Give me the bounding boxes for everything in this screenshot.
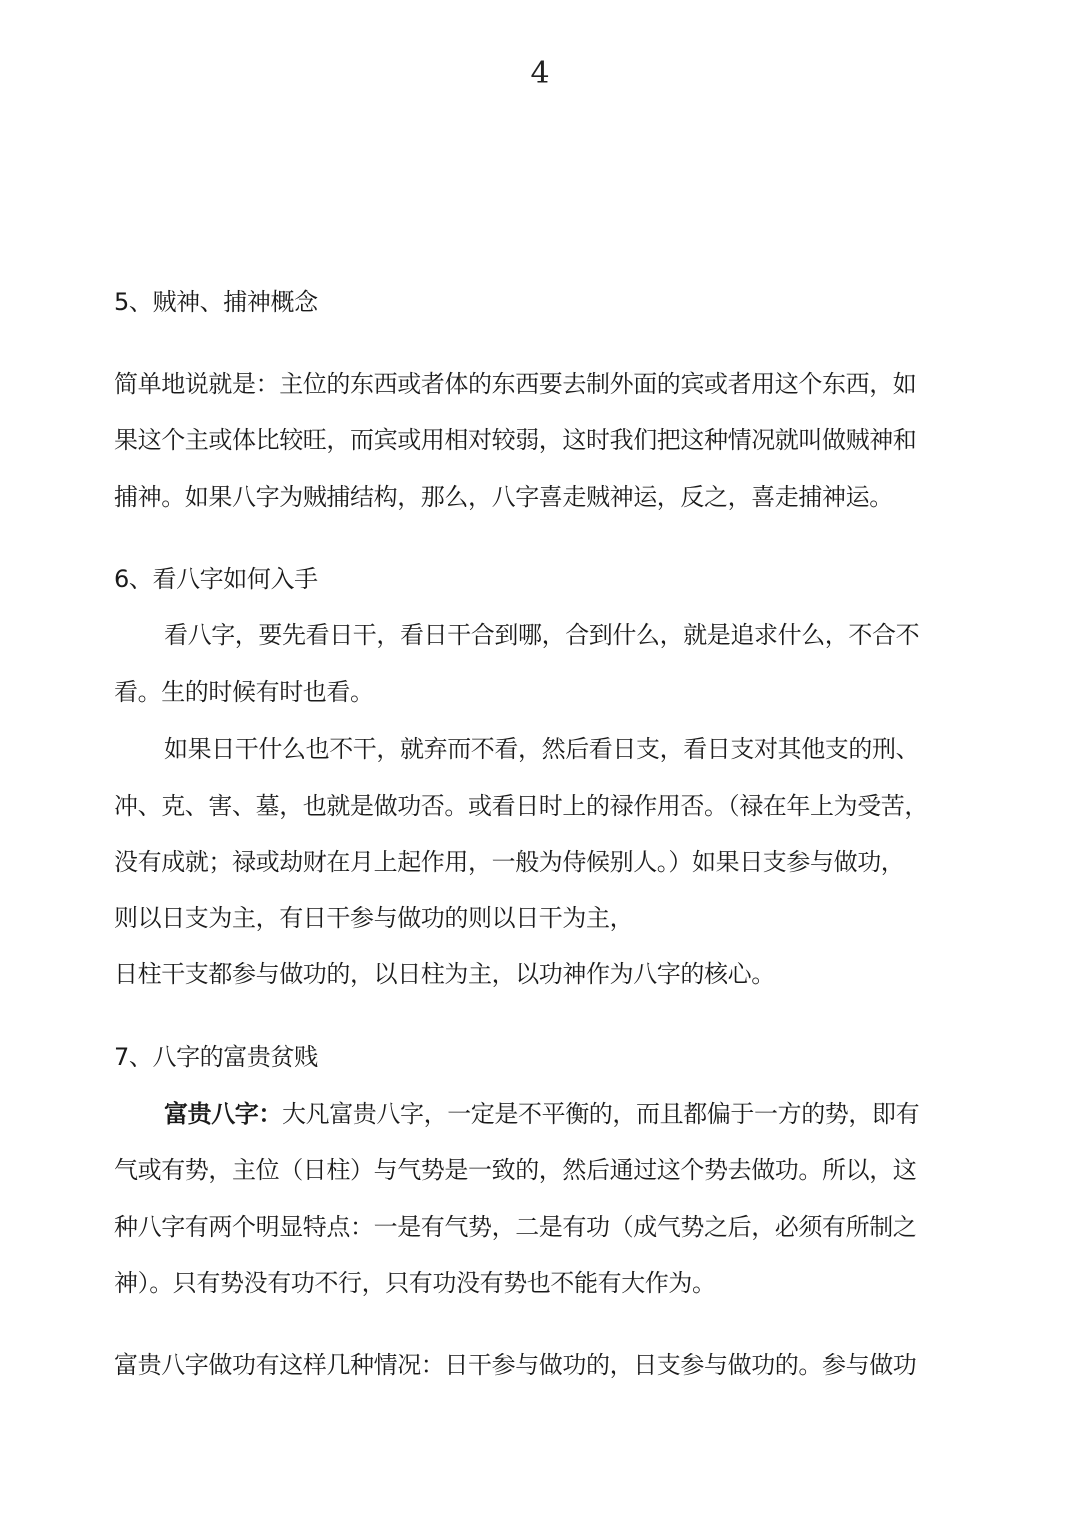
paragraph-text: 大凡富贵八字，一定是不平衡的，而且都偏于一方的势，即有 (282, 1100, 920, 1128)
paragraph-line: 捕神。如果八字为贼捕结构，那么，八字喜走贼神运，反之，喜走捕神运。 (114, 483, 893, 511)
section-heading-5: 5、贼神、捕神概念 (114, 288, 318, 316)
paragraph-line: 则以日支为主，有日干参与做功的则以日干为主， (114, 904, 634, 932)
paragraph-line: 日柱干支都参与做功的，以日柱为主，以功神作为八字的核心。 (114, 960, 775, 988)
section-heading-6: 6、看八字如何入手 (114, 565, 318, 593)
paragraph-line: 如果日干什么也不干，就弃而不看，然后看日支，看日支对其他支的刑、 (164, 735, 920, 763)
paragraph-line: 看八字，要先看日干，看日干合到哪，合到什么，就是追求什么，不合不 (164, 621, 920, 649)
bold-lead: 富贵八字： (164, 1100, 282, 1128)
paragraph-line: 神）。只有势没有功不行，只有功没有势也不能有大作为。 (114, 1269, 716, 1297)
section-heading-7: 7、八字的富贵贫贱 (114, 1043, 318, 1071)
paragraph-line (164, 1098, 980, 1130)
page-number: 4 (530, 56, 550, 91)
paragraph-line: 种八字有两个明显特点：一是有气势，二是有功（成气势之后，必须有所制之 (114, 1213, 917, 1241)
paragraph-line: 富贵八字做功有这样几种情况：日干参与做功的，日支参与做功的。参与做功 (114, 1351, 917, 1379)
paragraph-line: 简单地说就是：主位的东西或者体的东西要去制外面的宾或者用这个东西，如 (114, 370, 917, 398)
paragraph-line: 果这个主或体比较旺，而宾或用相对较弱，这时我们把这种情况就叫做贼神和 (114, 426, 917, 454)
paragraph-line: 没有成就；禄或劫财在月上起作用，一般为侍候别人。）如果日支参与做功， (114, 848, 905, 876)
paragraph-line: 看。生的时候有时也看。 (114, 678, 374, 706)
paragraph-line: 冲、克、害、墓，也就是做功否。或看日时上的禄作用否。（禄在年上为受苦， (114, 792, 928, 820)
paragraph-line: 气或有势，主位（日柱）与气势是一致的，然后通过这个势去做功。所以，这 (114, 1156, 917, 1184)
